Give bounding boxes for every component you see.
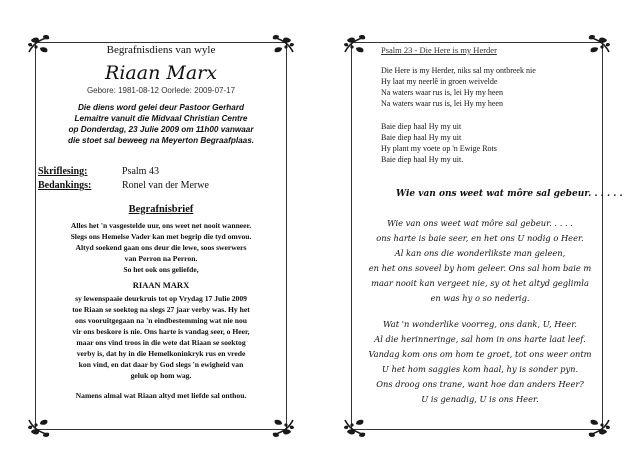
psalm-line: Na waters waar rus is, lei Hy my heen: [381, 99, 503, 108]
service-details: [27, 102, 295, 146]
poem-line: en het ons soveel by hom geleer. Ons sal hom baie m: [368, 263, 592, 273]
letter-line: geluk op hom wag.: [130, 371, 192, 380]
letter-line: Alles het 'n vasgestelde uur, ons weet net nooit wanneer.: [70, 221, 252, 230]
poem-line: Al kan ons die wonderlikste man geleen,: [394, 248, 566, 258]
poem-line: Wie van ons weet wat môre sal gebeur. . . . .: [387, 218, 573, 228]
letter-paragraph-2: [27, 293, 295, 381]
psalm-verse-1: [381, 65, 536, 109]
psalm-line: Die Here is my Herder, niks sal my ontbreek nie: [381, 66, 536, 75]
service-line: die stoet sal beweeg na Meyerton Begraafplaas.: [67, 136, 255, 145]
letter-line: sy lewenspaaie deurkruis tot op Vrydag 17 Julie 2009: [75, 294, 247, 303]
thanks-label: Bedankings:: [38, 180, 92, 191]
poem-stanza-2: [353, 317, 607, 407]
floral-ornament-icon: [271, 418, 295, 438]
poem-line: Ons droog ons trane, want hoe dan anders Heer?: [376, 379, 584, 389]
closing-line: Namens almal wat Riaan altyd met liefde sal onthou.: [75, 391, 247, 400]
scripture-label: Skriflesing:: [38, 166, 88, 177]
poem-stanza-1: [353, 216, 607, 306]
psalm-line: Baie diep haal Hy my uit.: [381, 155, 464, 164]
letter-line: So het ook ons geliefde,: [123, 265, 199, 274]
poem-line: maar nooit kan vergeet nie, sy ot het altyd geglimla: [371, 278, 589, 288]
psalm-line: Baie diep haal Hy my uit: [381, 133, 462, 142]
letter-line: vir ons beskore is nie. Ons harte is vandag seer, o Heer,: [72, 327, 250, 336]
poem-line: Wat 'n wonderlike voorreg, ons dank, U, Heer.: [383, 319, 577, 329]
letter-paragraph-1: [27, 220, 295, 275]
psalm-line: Na waters waar rus is, lei Hy my heen: [381, 88, 503, 97]
letter-line: Altyd soekend gaan ons deur die lewe, soos swerwers: [75, 243, 247, 252]
psalm-line: Hy laat my neerlê in groen weivelde: [381, 77, 498, 86]
psalm-line: Baie diep haal Hy my uit: [381, 122, 462, 131]
service-heading: Begrafnisdiens van wyle: [106, 44, 216, 56]
floral-ornament-icon: [587, 418, 611, 438]
letter-line: van Perron na Perron.: [124, 254, 198, 263]
letter-line: kon vind, en dat daar by God slegs 'n ewigheid van: [78, 360, 244, 369]
left-page: [27, 34, 295, 438]
scripture-value: Psalm 43: [122, 166, 159, 177]
poem-title: Wie van ons weet wat môre sal gebeur. . . . . .: [396, 189, 623, 199]
floral-ornament-icon: [343, 34, 367, 54]
poem-line: en was hy o so nederig.: [430, 293, 530, 303]
floral-ornament-icon: [343, 418, 367, 438]
letter-line: toe Riaan se soektog na slegs 27 jaar verby was. Hy het: [72, 305, 250, 314]
deceased-name: Riaan Marx: [105, 62, 217, 84]
thanks-value: Ronel van der Merwe: [122, 180, 209, 191]
floral-ornament-icon: [27, 418, 51, 438]
poem-line: Al die herinneringe, sal hom in ons harte laat leef.: [374, 334, 586, 344]
letter-line: maar ons vind troos in die wete dat Riaan se soektog: [76, 338, 246, 347]
poem-line: U het hom saggies kom haal, hy is sonder pyn.: [381, 364, 579, 374]
psalm-line: Hy plant my voete op 'n Ewige Rots: [381, 144, 497, 153]
birth-death-dates: Gebore: 1981-08-12 Oorlede: 2009-07-17: [86, 86, 236, 95]
service-line: Die diens word gelei deur Pastoor Gerhard: [77, 103, 245, 112]
poem-line: ons harte is baie seer, en het ons U nodig o Heer.: [376, 233, 584, 243]
psalm-verse-2: [381, 121, 497, 165]
service-line: Lemaitre vanuit die Midvaal Christian Centre: [74, 114, 248, 123]
poem-line: Vandag kom ons om hom te groet, tot ons weer ontm: [368, 349, 592, 359]
psalm-title: Psalm 23 - Die Here is my Herder: [381, 45, 497, 55]
letter-line: Slegs ons Hemelse Vader kan met begrip die tyd omvou.: [70, 232, 252, 241]
letter-title: Begrafnisbrief: [128, 204, 194, 215]
floral-ornament-icon: [587, 34, 611, 54]
service-line: op Donderdag, 23 Julie 2009 om 11h00 vanwaar: [68, 125, 254, 134]
letter-line: verby is, dat hy in die Hemelkoninkryk rus en vrede: [76, 349, 246, 358]
letter-name: RIAAN MARX: [132, 280, 190, 290]
right-page: [343, 34, 623, 438]
poem-line: U is genadig, U is ons Heer.: [421, 394, 539, 404]
letter-line: ons vooruitgegaan na 'n eindbestemming wat nie nou: [75, 316, 247, 325]
